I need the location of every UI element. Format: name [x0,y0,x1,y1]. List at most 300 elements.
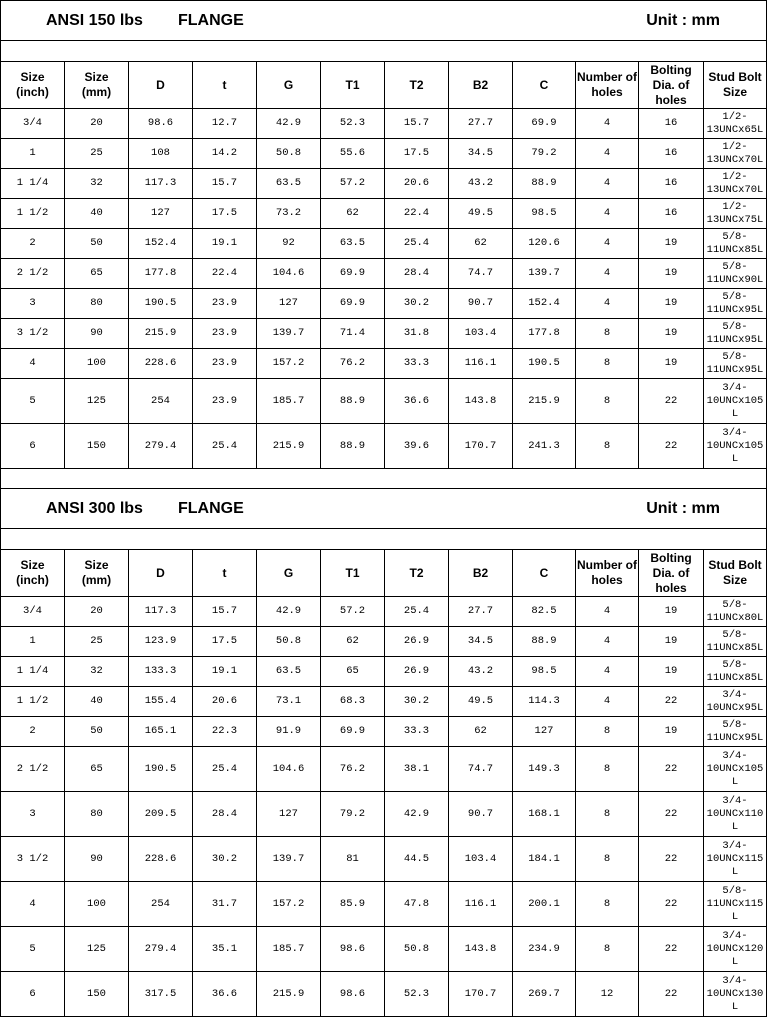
cell-d: 228.6 [129,837,193,881]
cell-t2: 22.4 [385,199,449,228]
column-header-t: t [193,550,257,596]
ansi-150-flange-table [1,1,766,489]
cell-g: 50.8 [257,139,321,168]
cell-b2: 34.5 [449,139,513,168]
column-header-d: D [129,550,193,596]
cell-bolting-dia-of-holes: 22 [639,424,704,468]
cell-size-mm: 150 [65,424,129,468]
table-row [1,972,766,1017]
column-header-g: G [257,62,321,108]
cell-g: 50.8 [257,627,321,656]
cell-size-mm: 40 [65,199,129,228]
cell-b2: 90.7 [449,792,513,836]
column-header-size-inch: Size (inch) [1,62,65,108]
cell-number-of-holes: 8 [576,747,639,791]
cell-stud-bolt-size: 5/8-11UNCx80L [706,598,764,624]
column-header-size-mm: Size (mm) [65,550,129,596]
cell-size-mm: 90 [65,319,129,348]
cell-number-of-holes: 8 [576,927,639,971]
cell-size-mm: 25 [65,139,129,168]
cell-d: 177.8 [129,259,193,288]
cell-stud-bolt-size: 5/8-11UNCx85L [706,628,764,654]
cell-size-inch: 1 1/2 [1,687,65,716]
cell-b2: 90.7 [449,289,513,318]
cell-t2: 50.8 [385,927,449,971]
cell-b2: 116.1 [449,349,513,378]
cell-bolting-dia-of-holes: 22 [639,972,704,1016]
cell-number-of-holes: 8 [576,792,639,836]
table-row [1,657,766,687]
cell-t2: 17.5 [385,139,449,168]
unit-label: Unit : mm [646,499,720,517]
cell-size-inch: 2 1/2 [1,747,65,791]
cell-g: 139.7 [257,837,321,881]
cell-stud-bolt-size: 5/8-11UNCx95L [706,718,764,744]
cell-t2: 26.9 [385,657,449,686]
cell-g: 139.7 [257,319,321,348]
cell-t1: 57.2 [321,169,385,198]
column-header-g: G [257,550,321,596]
cell-d: 254 [129,882,193,926]
cell-t2: 30.2 [385,289,449,318]
cell-b2: 34.5 [449,627,513,656]
cell-c: 149.3 [513,747,576,791]
cell-size-mm: 50 [65,717,129,746]
cell-t: 35.1 [193,927,257,971]
table-title: ANSI 150 lbs [46,11,143,29]
column-header-b2: B2 [449,62,513,108]
cell-t: 23.9 [193,379,257,423]
cell-c: 82.5 [513,597,576,626]
cell-size-inch: 3 1/2 [1,837,65,881]
cell-number-of-holes: 8 [576,379,639,423]
cell-t1: 98.6 [321,927,385,971]
cell-bolting-dia-of-holes: 19 [639,229,704,258]
cell-stud-bolt-size: 1/2-13UNCx75L [706,200,764,226]
table-body [1,109,766,469]
cell-size-mm: 80 [65,289,129,318]
cell-b2: 43.2 [449,169,513,198]
cell-stud-bolt-size: 5/8-11UNCx95L [706,320,764,346]
cell-g: 157.2 [257,349,321,378]
cell-t2: 20.6 [385,169,449,198]
table-row [1,229,766,259]
cell-c: 234.9 [513,927,576,971]
table-row [1,139,766,169]
cell-size-mm: 25 [65,627,129,656]
cell-number-of-holes: 8 [576,882,639,926]
cell-g: 73.2 [257,199,321,228]
cell-b2: 74.7 [449,747,513,791]
table-row [1,379,766,424]
cell-size-inch: 1 1/4 [1,657,65,686]
cell-size-mm: 32 [65,169,129,198]
cell-size-inch: 3 [1,792,65,836]
cell-d: 123.9 [129,627,193,656]
cell-c: 79.2 [513,139,576,168]
cell-c: 177.8 [513,319,576,348]
unit-label: Unit : mm [646,11,720,29]
cell-d: 209.5 [129,792,193,836]
column-header-t1: T1 [321,550,385,596]
cell-d: 133.3 [129,657,193,686]
cell-b2: 62 [449,229,513,258]
cell-c: 88.9 [513,627,576,656]
cell-stud-bolt-size: 3/4-10UNCx105L [706,749,764,788]
cell-t2: 15.7 [385,109,449,138]
cell-number-of-holes: 8 [576,424,639,468]
cell-g: 73.1 [257,687,321,716]
cell-stud-bolt-size: 5/8-11UNCx115L [706,884,764,923]
cell-stud-bolt-size: 3/4-10UNCx105L [706,381,764,420]
cell-size-inch: 5 [1,927,65,971]
cell-t: 23.9 [193,349,257,378]
cell-size-inch: 1 1/2 [1,199,65,228]
cell-g: 42.9 [257,597,321,626]
cell-size-mm: 80 [65,792,129,836]
cell-bolting-dia-of-holes: 16 [639,109,704,138]
cell-size-inch: 2 [1,229,65,258]
cell-t: 22.3 [193,717,257,746]
cell-b2: 170.7 [449,972,513,1016]
cell-t1: 76.2 [321,747,385,791]
cell-t1: 88.9 [321,379,385,423]
cell-t: 25.4 [193,424,257,468]
cell-d: 165.1 [129,717,193,746]
cell-g: 185.7 [257,927,321,971]
cell-size-mm: 50 [65,229,129,258]
cell-b2: 103.4 [449,319,513,348]
cell-t1: 65 [321,657,385,686]
cell-bolting-dia-of-holes: 22 [639,837,704,881]
cell-t1: 71.4 [321,319,385,348]
column-header-size-mm: Size (mm) [65,62,129,108]
cell-size-mm: 90 [65,837,129,881]
table-title-suffix: FLANGE [178,499,244,517]
cell-t1: 79.2 [321,792,385,836]
cell-t1: 62 [321,199,385,228]
spacer-row [1,469,766,489]
cell-number-of-holes: 4 [576,109,639,138]
cell-bolting-dia-of-holes: 19 [639,349,704,378]
cell-t: 19.1 [193,657,257,686]
cell-size-mm: 65 [65,259,129,288]
cell-d: 228.6 [129,349,193,378]
cell-t1: 76.2 [321,349,385,378]
cell-size-mm: 40 [65,687,129,716]
cell-t2: 38.1 [385,747,449,791]
cell-t: 31.7 [193,882,257,926]
cell-t1: 69.9 [321,259,385,288]
cell-bolting-dia-of-holes: 19 [639,657,704,686]
cell-size-inch: 1 [1,139,65,168]
cell-bolting-dia-of-holes: 16 [639,199,704,228]
cell-c: 69.9 [513,109,576,138]
header-row [1,550,766,597]
cell-c: 98.5 [513,199,576,228]
cell-size-inch: 3/4 [1,109,65,138]
cell-g: 63.5 [257,657,321,686]
cell-stud-bolt-size: 3/4-10UNCx120L [706,929,764,968]
cell-g: 104.6 [257,747,321,791]
cell-size-mm: 125 [65,927,129,971]
table-row [1,882,766,927]
cell-t: 23.9 [193,289,257,318]
table-title-suffix: FLANGE [178,11,244,29]
cell-g: 91.9 [257,717,321,746]
cell-d: 117.3 [129,597,193,626]
table-row [1,597,766,627]
column-header-size-inch: Size (inch) [1,550,65,596]
cell-number-of-holes: 8 [576,717,639,746]
cell-g: 42.9 [257,109,321,138]
column-header-bolting-dia-of-holes: Bolting Dia. of holes [639,550,704,596]
cell-d: 254 [129,379,193,423]
cell-stud-bolt-size: 3/4-10UNCx95L [706,688,764,714]
cell-t1: 62 [321,627,385,656]
cell-size-mm: 125 [65,379,129,423]
cell-stud-bolt-size: 1/2-13UNCx70L [706,170,764,196]
cell-size-inch: 5 [1,379,65,423]
cell-c: 88.9 [513,169,576,198]
cell-d: 190.5 [129,747,193,791]
cell-size-inch: 4 [1,882,65,926]
cell-bolting-dia-of-holes: 19 [639,259,704,288]
cell-t1: 81 [321,837,385,881]
cell-number-of-holes: 8 [576,319,639,348]
cell-b2: 62 [449,717,513,746]
cell-t1: 98.6 [321,972,385,1016]
cell-t2: 33.3 [385,349,449,378]
cell-size-inch: 3 [1,289,65,318]
column-header-c: C [513,62,576,108]
table-row [1,319,766,349]
table-row [1,289,766,319]
cell-size-inch: 6 [1,424,65,468]
cell-size-mm: 65 [65,747,129,791]
cell-c: 127 [513,717,576,746]
cell-stud-bolt-size: 1/2-13UNCx65L [706,110,764,136]
cell-d: 215.9 [129,319,193,348]
cell-t1: 88.9 [321,424,385,468]
cell-t: 30.2 [193,837,257,881]
cell-number-of-holes: 4 [576,289,639,318]
cell-d: 190.5 [129,289,193,318]
cell-c: 168.1 [513,792,576,836]
cell-stud-bolt-size: 3/4-10UNCx110L [706,794,764,833]
cell-d: 127 [129,199,193,228]
cell-c: 241.3 [513,424,576,468]
spacer-row [1,41,766,62]
cell-size-inch: 2 1/2 [1,259,65,288]
column-header-bolting-dia-of-holes: Bolting Dia. of holes [639,62,704,108]
cell-t2: 25.4 [385,597,449,626]
cell-size-inch: 6 [1,972,65,1016]
column-header-t2: T2 [385,550,449,596]
cell-number-of-holes: 4 [576,657,639,686]
cell-stud-bolt-size: 5/8-11UNCx95L [706,350,764,376]
cell-t2: 39.6 [385,424,449,468]
cell-bolting-dia-of-holes: 22 [639,747,704,791]
cell-stud-bolt-size: 3/4-10UNCx105L [706,426,764,465]
cell-t1: 57.2 [321,597,385,626]
cell-d: 98.6 [129,109,193,138]
table-row [1,927,766,972]
cell-b2: 74.7 [449,259,513,288]
cell-d: 117.3 [129,169,193,198]
column-header-stud-bolt-size: Stud Bolt Size [708,70,762,99]
cell-size-mm: 32 [65,657,129,686]
column-header-c: C [513,550,576,596]
cell-t: 28.4 [193,792,257,836]
table-row [1,349,766,379]
cell-c: 120.6 [513,229,576,258]
cell-size-inch: 1 [1,627,65,656]
cell-bolting-dia-of-holes: 19 [639,597,704,626]
table-title-row [1,1,766,41]
cell-c: 215.9 [513,379,576,423]
cell-d: 152.4 [129,229,193,258]
cell-g: 215.9 [257,424,321,468]
ansi-300-flange-table [1,489,766,1017]
cell-t: 15.7 [193,169,257,198]
table-row [1,792,766,837]
cell-number-of-holes: 4 [576,199,639,228]
cell-g: 104.6 [257,259,321,288]
cell-t: 17.5 [193,627,257,656]
cell-bolting-dia-of-holes: 22 [639,882,704,926]
cell-stud-bolt-size: 3/4-10UNCx130L [706,974,764,1013]
cell-b2: 27.7 [449,597,513,626]
cell-bolting-dia-of-holes: 22 [639,927,704,971]
cell-t1: 69.9 [321,289,385,318]
cell-t2: 52.3 [385,972,449,1016]
cell-t2: 30.2 [385,687,449,716]
cell-size-inch: 2 [1,717,65,746]
cell-t2: 36.6 [385,379,449,423]
cell-g: 157.2 [257,882,321,926]
cell-size-inch: 4 [1,349,65,378]
cell-t2: 31.8 [385,319,449,348]
cell-b2: 49.5 [449,687,513,716]
cell-bolting-dia-of-holes: 16 [639,139,704,168]
cell-bolting-dia-of-holes: 22 [639,379,704,423]
cell-b2: 170.7 [449,424,513,468]
table-body [1,597,766,1017]
table-title: ANSI 300 lbs [46,499,143,517]
cell-b2: 143.8 [449,379,513,423]
cell-t1: 85.9 [321,882,385,926]
cell-t1: 68.3 [321,687,385,716]
cell-size-mm: 20 [65,597,129,626]
cell-t: 20.6 [193,687,257,716]
column-header-stud-bolt-size: Stud Bolt Size [708,558,762,587]
cell-d: 317.5 [129,972,193,1016]
cell-c: 98.5 [513,657,576,686]
cell-g: 63.5 [257,169,321,198]
cell-d: 155.4 [129,687,193,716]
cell-t: 17.5 [193,199,257,228]
cell-stud-bolt-size: 1/2-13UNCx70L [706,140,764,166]
cell-d: 279.4 [129,927,193,971]
cell-number-of-holes: 4 [576,687,639,716]
cell-b2: 116.1 [449,882,513,926]
cell-t2: 42.9 [385,792,449,836]
table-row [1,837,766,882]
cell-b2: 43.2 [449,657,513,686]
cell-c: 114.3 [513,687,576,716]
cell-number-of-holes: 8 [576,349,639,378]
cell-t2: 26.9 [385,627,449,656]
cell-number-of-holes: 4 [576,229,639,258]
cell-g: 215.9 [257,972,321,1016]
cell-t1: 52.3 [321,109,385,138]
cell-t2: 44.5 [385,837,449,881]
cell-t: 36.6 [193,972,257,1016]
cell-t: 14.2 [193,139,257,168]
cell-number-of-holes: 4 [576,139,639,168]
spacer-row [1,529,766,550]
cell-number-of-holes: 8 [576,837,639,881]
cell-size-inch: 1 1/4 [1,169,65,198]
cell-size-inch: 3 1/2 [1,319,65,348]
cell-t: 25.4 [193,747,257,791]
table-row [1,627,766,657]
cell-size-mm: 20 [65,109,129,138]
column-header-b2: B2 [449,550,513,596]
table-title-row [1,489,766,529]
cell-number-of-holes: 4 [576,597,639,626]
cell-t: 15.7 [193,597,257,626]
table-row [1,717,766,747]
cell-g: 185.7 [257,379,321,423]
cell-t: 23.9 [193,319,257,348]
cell-b2: 49.5 [449,199,513,228]
cell-c: 190.5 [513,349,576,378]
column-header-d: D [129,62,193,108]
cell-c: 200.1 [513,882,576,926]
column-header-number-of-holes: Number of holes [576,550,639,596]
cell-stud-bolt-size: 5/8-11UNCx95L [706,290,764,316]
column-header-number-of-holes: Number of holes [576,62,639,108]
cell-t: 19.1 [193,229,257,258]
cell-d: 279.4 [129,424,193,468]
cell-t1: 55.6 [321,139,385,168]
cell-g: 127 [257,289,321,318]
table-row [1,169,766,199]
cell-stud-bolt-size: 5/8-11UNCx85L [706,658,764,684]
cell-bolting-dia-of-holes: 22 [639,687,704,716]
cell-stud-bolt-size: 3/4-10UNCx115L [706,839,764,878]
cell-t1: 63.5 [321,229,385,258]
cell-bolting-dia-of-holes: 19 [639,717,704,746]
cell-t2: 47.8 [385,882,449,926]
cell-d: 108 [129,139,193,168]
cell-bolting-dia-of-holes: 19 [639,627,704,656]
cell-g: 127 [257,792,321,836]
cell-t: 12.7 [193,109,257,138]
cell-bolting-dia-of-holes: 19 [639,319,704,348]
table-row [1,259,766,289]
cell-t2: 33.3 [385,717,449,746]
cell-c: 269.7 [513,972,576,1016]
cell-b2: 103.4 [449,837,513,881]
table-row [1,424,766,469]
cell-size-mm: 150 [65,972,129,1016]
cell-b2: 27.7 [449,109,513,138]
cell-g: 92 [257,229,321,258]
cell-t2: 28.4 [385,259,449,288]
